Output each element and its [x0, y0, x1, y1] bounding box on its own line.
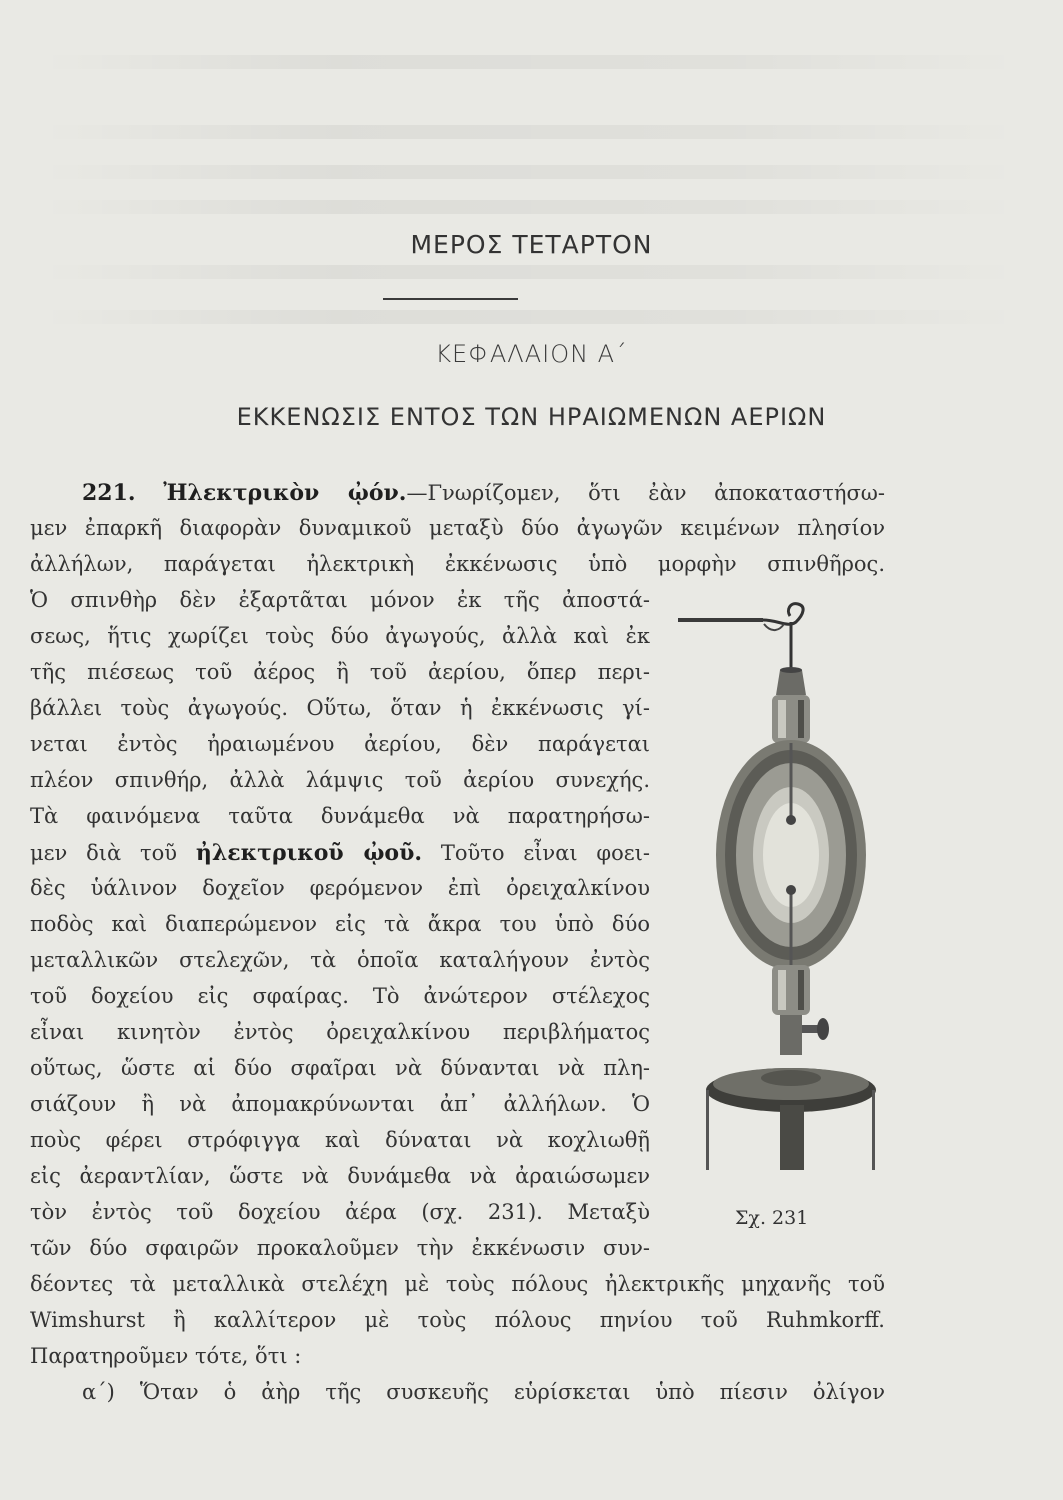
- text-line: σεως, ἥτις χωρίζει τοὺς δύο ἀγωγούς, ἀλλὰ καὶ ἐκ: [30, 624, 650, 648]
- bleed-through-line: [40, 165, 1020, 179]
- text-fragment: μεν διὰ τοῦ: [30, 841, 178, 865]
- text-line: μεν ἐπαρκῆ διαφορὰν δυναμικοῦ μεταξὺ δύο ἀγωγῶν κειμένων πλησίον: [30, 516, 885, 540]
- text-line: ποδὸς καὶ διαπερώμενον εἰς τὰ ἄκρα του ὑπὸ δύο: [30, 912, 650, 936]
- text-line: δὲς ὑάλινον δοχεῖον φερόμενον ἐπὶ ὀρειχαλκίνου: [30, 876, 650, 900]
- text-line: πλέον σπινθήρ, ἀλλὰ λάμψις τοῦ ἀερίου συνεχής.: [30, 768, 650, 792]
- paragraph-heading: Ἠλεκτρικὸν ᾠόν.: [163, 480, 407, 506]
- text-line: τὸν ἐντὸς τοῦ δοχείου ἀέρα (σχ. 231). Μεταξὺ: [30, 1200, 650, 1224]
- section-title: ΕΚΚΕΝΩΣΙΣ ΕΝΤΟΣ ΤΩΝ ΗΡΑΙΩΜΕΝΩΝ ΑΕΡΙΩΝ: [236, 403, 827, 431]
- title-divider: [383, 298, 518, 300]
- text-line: οὕτως, ὥστε αἱ δύο σφαῖραι νὰ δύνανται νὰ πλη-: [30, 1056, 650, 1080]
- text-line: σιάζουν ἢ νὰ ἀπομακρύνωνται ἀπ᾽ ἀλλήλων. Ὁ: [30, 1092, 650, 1116]
- text-line: νεται ἐντὸς ἠραιωμένου ἀερίου, δὲν παράγεται: [30, 732, 650, 756]
- text-line: Τὰ φαινόμενα ταῦτα δυνάμεθα νὰ παρατηρήσω-: [30, 804, 650, 828]
- text-line: τοῦ δοχείου εἰς σφαίρας. Τὸ ἀνώτερον στέλεχος: [30, 984, 650, 1008]
- text-line: ποὺς φέρει στρόφιγγα καὶ δύναται νὰ κοχλιωθῇ: [30, 1128, 650, 1152]
- electric-egg-apparatus-illustration: [668, 600, 878, 1180]
- bleed-through-line: [40, 200, 1020, 214]
- text-line: Wimshurst ἢ καλλίτερον μὲ τοὺς πόλους πηνίου τοῦ Ruhmkorff.: [30, 1308, 885, 1332]
- paragraph-number: 221.: [82, 480, 136, 506]
- text-line: βάλλει τοὺς ἀγωγούς. Οὕτω, ὅταν ἡ ἐκκένωσις γί-: [30, 696, 650, 720]
- text-line: α΄) Ὅταν ὁ ἀὴρ τῆς συσκευῆς εὑρίσκεται ὑπὸ πίεσιν ὀλίγον: [82, 1380, 885, 1404]
- text-line-with-term: [30, 840, 650, 866]
- text-line: τῆς πιέσεως τοῦ ἀέρος ἢ τοῦ ἀερίου, ὅπερ περι-: [30, 660, 650, 684]
- paragraph-first-line: [82, 480, 885, 506]
- text-line: Ὁ σπινθὴρ δὲν ἐξαρτᾶται μόνον ἐκ τῆς ἀποστά-: [30, 588, 650, 612]
- chapter-heading: ΚΕΦΑΛΑΙΟΝ Α΄: [435, 340, 628, 368]
- text-line: εἰς ἀεραντλίαν, ὥστε νὰ δυνάμεθα νὰ ἀραιώσωμεν: [30, 1164, 650, 1188]
- bleed-through-line: [40, 265, 1020, 279]
- part-title: ΜΕΡΟΣ ΤΕΤΑΡΤΟΝ: [410, 230, 653, 259]
- term-electric-egg: ἠλεκτρικοῦ ᾠοῦ.: [195, 840, 422, 866]
- text-line: τῶν δύο σφαιρῶν προκαλοῦμεν τὴν ἐκκένωσιν συν-: [30, 1236, 650, 1260]
- text-fragment: Τοῦτο εἶναι φοει-: [422, 841, 650, 865]
- bleed-through-line: [40, 310, 1020, 324]
- text-line: ἀλλήλων, παράγεται ἠλεκτρικὴ ἐκκένωσις ὑπὸ μορφὴν σπινθῆρος.: [30, 552, 885, 576]
- bleed-through-line: [40, 55, 1020, 69]
- text-line: Παρατηροῦμεν τότε, ὅτι :: [30, 1344, 302, 1368]
- bleed-through-line: [40, 125, 1020, 139]
- figure-caption: Σχ. 231: [735, 1207, 809, 1229]
- text-line: —Γνωρίζομεν, ὅτι ἐὰν ἀποκαταστήσω-: [406, 481, 885, 505]
- text-line: μεταλλικῶν στελεχῶν, τὰ ὁποῖα καταλήγουν ἐντὸς: [30, 948, 650, 972]
- text-line: εἶναι κινητὸν ἐντὸς ὀρειχαλκίνου περιβλήματος: [30, 1020, 650, 1044]
- text-line: δέοντες τὰ μεταλλικὰ στελέχη μὲ τοὺς πόλους ἠλεκτρικῆς μηχανῆς τοῦ: [30, 1272, 885, 1296]
